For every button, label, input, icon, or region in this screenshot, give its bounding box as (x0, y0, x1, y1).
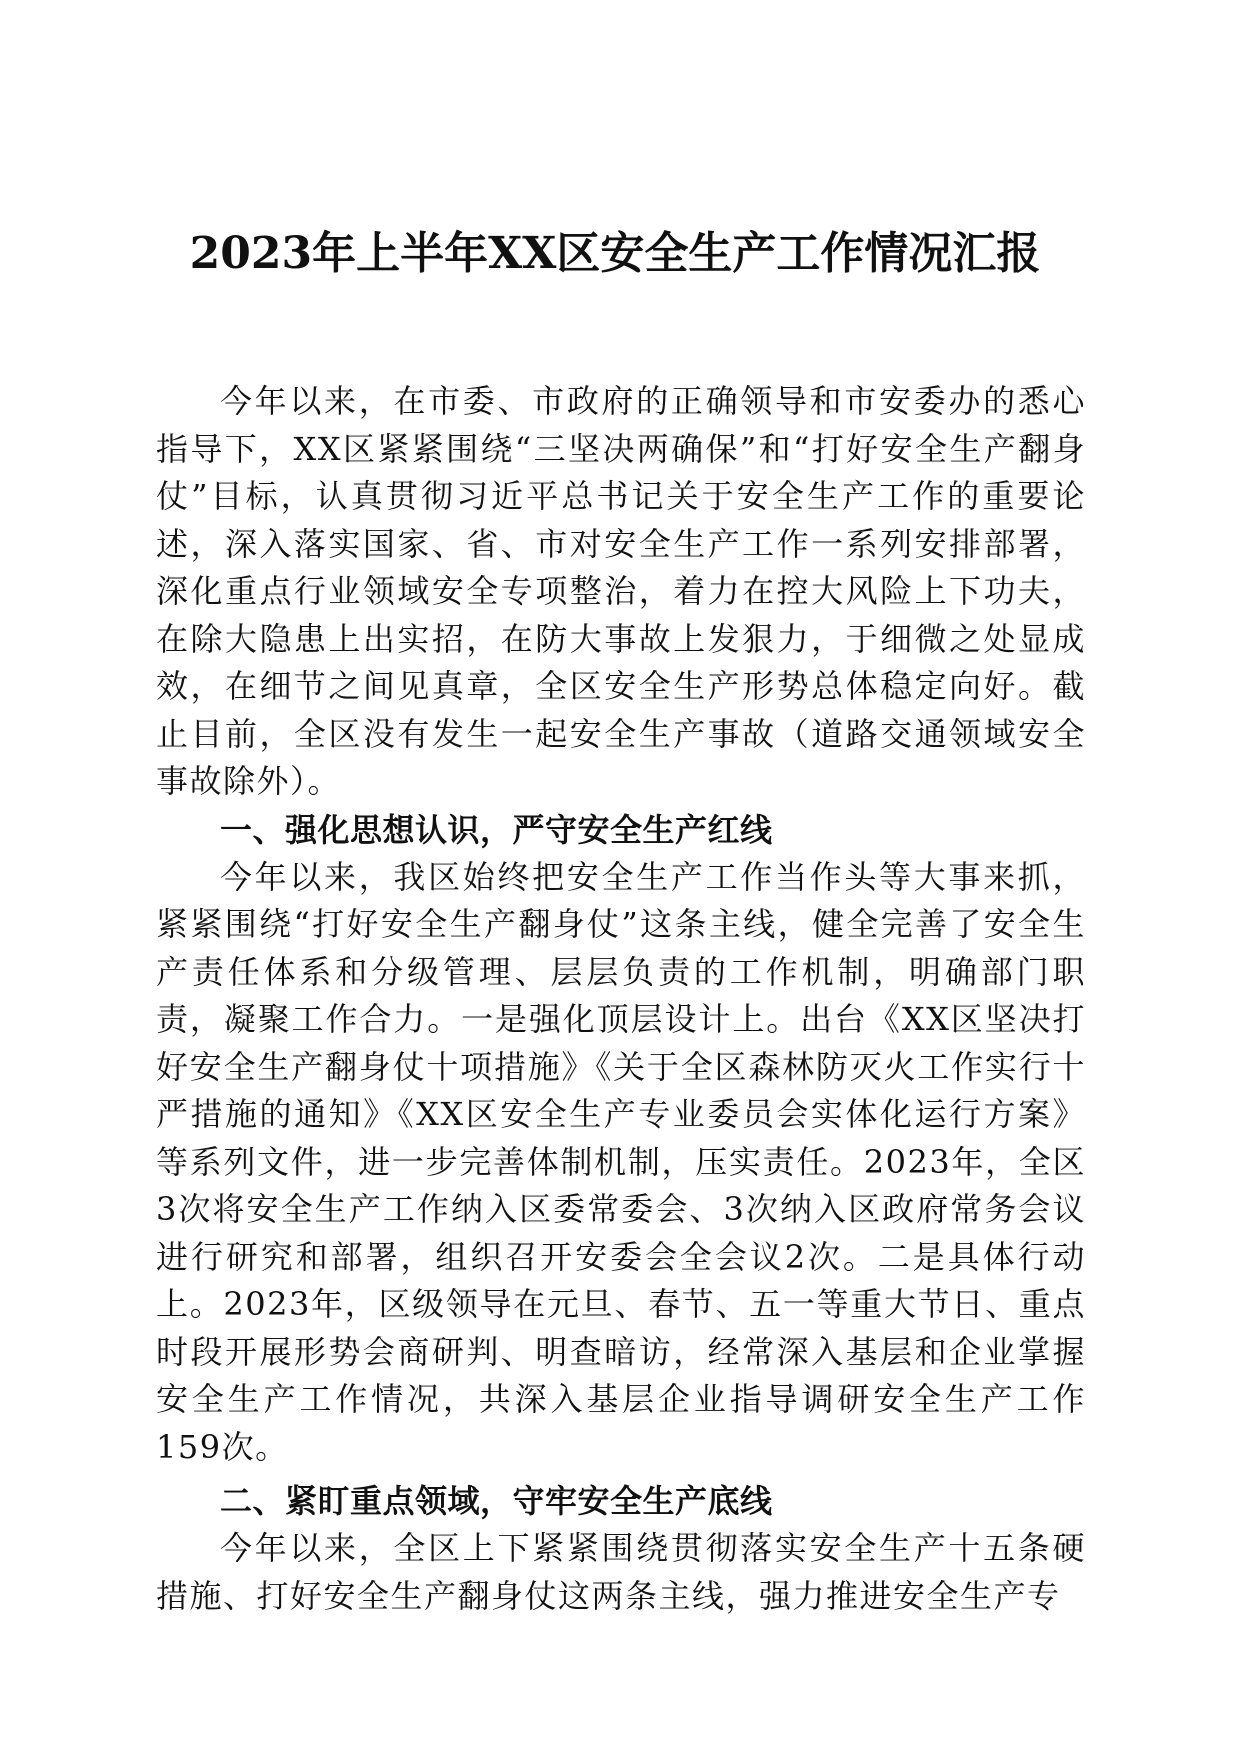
section-heading-2: 二、紧盯重点领域，守牢安全生产底线 (220, 1482, 773, 1520)
section-heading-1: 一、强化思想认识，严守安全生产红线 (220, 810, 773, 849)
intro-paragraph: 今年以来，在市委、市政府的正确领导和市安委办的悉心指导下，XX区紧紧围绕“三坚决两确保”和“打好安全生产翻身仗”目标，认真贯彻习近平总书记关于安全生产工作的重要论述，深入落实国家、省、市对安全生产工作一系列安排部署，深化重点行业领域安全专项整治，着力在控大风险上下功夫，在除大隐患上出实招，在防大事故上发狠力，于细微之处显成效，在细节之间见真章，全区安全生产形势总体稳定向好。截止目前，全区没有发生一起安全生产事故（道路交通领域安全事故除外）。 (156, 382, 1086, 800)
section-paragraph-1: 今年以来，我区始终把安全生产工作当作头等大事来抓，紧紧围绕“打好安全生产翻身仗”这条主线，健全完善了安全生产责任体系和分级管理、层层负责的工作机制，明确部门职责，凝聚工作合力。一是强化顶层设计上。出台《XX区坚决打好安全生产翻身仗十项措施》《关于全区森林防灭火工作实行十严措施的通知》《XX区安全生产专业委员会实体化运行方案》等系列文件，进一步完善体制机制，压实责任。2023年，全区3次将安全生产工作纳入区委常委会、3次纳入区政府常务会议进行研究和部署，组织召开安委会全会议2次。二是具体行动上。2023年，区级领导在元旦、春节、五一等重大节日、重点时段开展形势会商研判、明查暗访，经常深入基层和企业掌握安全生产工作情况，共深入基层企业指导调研安全生产工作159次。 (156, 857, 1086, 1466)
document-body (156, 378, 1086, 1620)
document-title: 2023年上半年XX区安全生产工作情况汇报 (189, 228, 1041, 279)
section-paragraph-2: 今年以来，全区上下紧紧围绕贯彻落实安全生产十五条硬措施、打好安全生产翻身仗这两条主线，强力推进安全生产专 (156, 1529, 1086, 1615)
